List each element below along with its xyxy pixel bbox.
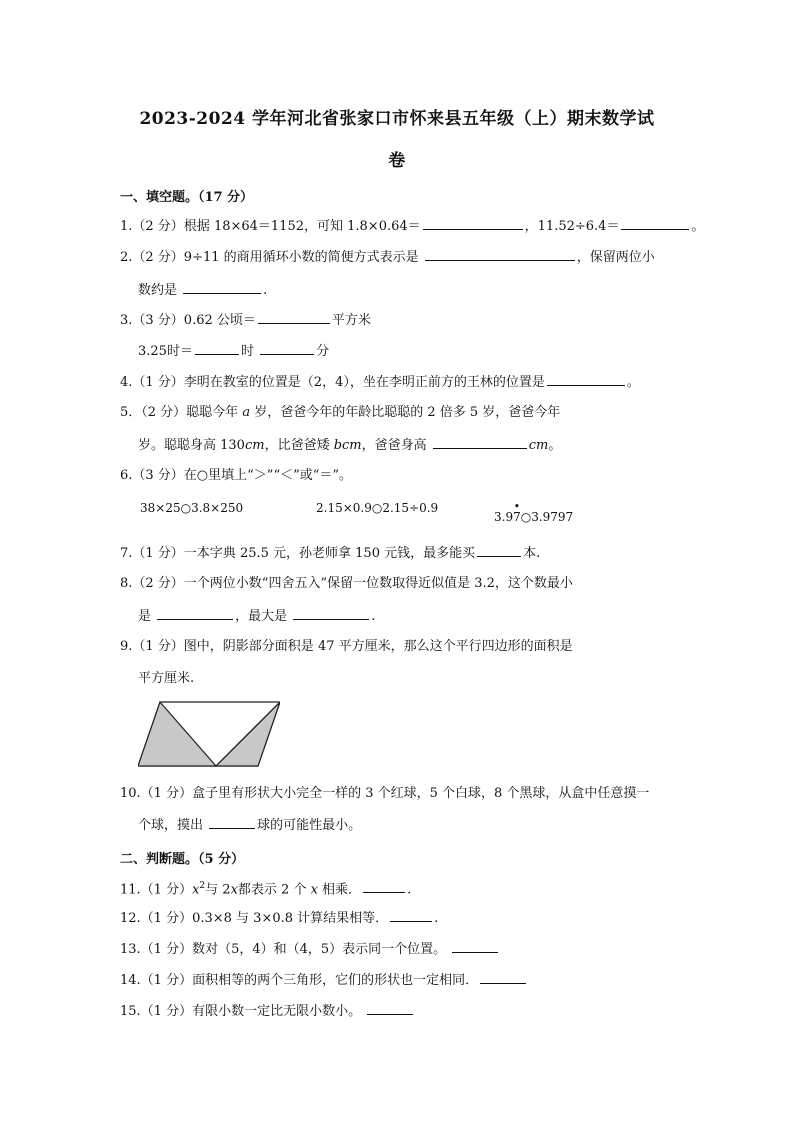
- question-9-text: 9.（1 分）图中，阴影部分面积是 47 平方厘米，那么这个平行四边形的面积是: [120, 639, 573, 654]
- question-3-part-2: 3.25时＝ 时 分: [138, 344, 330, 359]
- section-fill-blank-heading: 一、填空题。（17 分）: [120, 190, 254, 205]
- answer-blank[interactable]: [390, 909, 432, 922]
- answer-blank[interactable]: [258, 311, 330, 324]
- question-10-continued: 个球，摸出 球的可能性最小。: [138, 818, 362, 833]
- document-title-continued: 卷: [388, 151, 406, 171]
- answer-blank[interactable]: [363, 880, 405, 893]
- comparison-1: 38×25○3.8×250: [140, 501, 244, 515]
- question-7: 7.（1 分）一本字典 25.5 元，孙老师拿 150 元钱，最多能买 本.: [120, 546, 541, 561]
- question-2-continued: 数约是 .: [138, 283, 268, 298]
- answer-blank[interactable]: [477, 544, 521, 557]
- question-7-text: 7.（1 分）一本字典 25.5 元，孙老师拿 150 元钱，最多能买: [120, 546, 476, 561]
- question-2-text: 2.（2 分）9÷11 的商用循环小数的简便方式表示是: [120, 250, 423, 265]
- answer-blank[interactable]: [157, 607, 233, 620]
- question-4: 4.（1 分）李明在教室的位置是（2，4），坐在李明正前方的王林的位置是 。: [120, 375, 640, 390]
- answer-blank[interactable]: [452, 940, 498, 953]
- answer-blank[interactable]: [621, 217, 689, 230]
- section-judgment-heading: 二、判断题。（5 分）: [120, 852, 245, 867]
- question-5-continued: 岁。聪聪身高 130cm，比爸爸矮 bcm，爸爸身高 cm。: [138, 438, 562, 453]
- question-4-text: 4.（1 分）李明在教室的位置是（2，4），坐在李明正前方的王林的位置是: [120, 375, 545, 390]
- question-9: [120, 638, 573, 656]
- question-8-continued: 是 ，最大是 .: [138, 609, 376, 624]
- question-15: 15.（1 分）有限小数一定比无限小数小。: [120, 1002, 415, 1021]
- answer-blank[interactable]: [425, 248, 575, 261]
- comparison-3: 3.9 • 7○3.9797: [494, 500, 574, 524]
- answer-blank[interactable]: [209, 816, 255, 829]
- question-14: 14.（1 分）面积相等的两个三角形，它们的形状也一定相同．: [120, 971, 528, 990]
- answer-blank[interactable]: [547, 373, 625, 386]
- answer-blank[interactable]: [367, 1002, 413, 1015]
- question-1-text: 1.（2 分）根据 18×64＝1152，可知 1.8×0.64＝: [120, 219, 421, 234]
- answer-blank[interactable]: [480, 971, 526, 984]
- question-11: 11.（1 分）$x^2$与 2x都表示 2 个 x 相乘． .: [120, 881, 412, 898]
- question-10: [120, 785, 649, 803]
- document-title: 2023-2024 学年河北省张家口市怀来县五年级（上）期末数学试: [139, 109, 655, 129]
- question-2: 2.（2 分）9÷11 的商用循环小数的简便方式表示是 ，保留两位小: [120, 250, 655, 265]
- question-12: 12.（1 分）0.3×8 与 3×0.8 计算结果相等． .: [120, 911, 439, 926]
- question-10-text: 10.（1 分）盒子里有形状大小完全一样的 3 个红球，5 个白球，8 个黑球，从盒中任意摸一: [120, 786, 650, 801]
- answer-blank[interactable]: [183, 281, 261, 294]
- question-3-text: 3.（3 分）0.62 公顷＝: [120, 313, 256, 328]
- answer-blank[interactable]: [260, 342, 314, 355]
- question-3: 3.（3 分）0.62 公顷＝ 平方米: [120, 313, 371, 328]
- question-6: 6.（3 分）在○里填上“＞”“＜”或“＝”。: [120, 468, 353, 483]
- parallelogram-figure: [138, 700, 280, 768]
- question-5: 5．（2 分）聪聪今年 a 岁，爸爸今年的年龄比聪聪的 2 倍多 5 岁，爸爸今年: [120, 405, 561, 420]
- question-5-text: 5．（2 分）聪聪今年: [120, 405, 243, 420]
- answer-blank[interactable]: [195, 342, 239, 355]
- question-9-continued: 平方厘米.: [138, 671, 195, 686]
- answer-blank[interactable]: [433, 436, 527, 449]
- question-1: 1.（2 分）根据 18×64＝1152，可知 1.8×0.64＝ ，11.52÷6.4＝ 。: [120, 219, 705, 234]
- question-8: [120, 575, 573, 593]
- shaded-triangle-left: [138, 702, 216, 766]
- repeating-digit: • 7: [513, 500, 521, 524]
- comparison-2: 2.15×0.9○2.15÷0.9: [316, 501, 439, 515]
- answer-blank[interactable]: [293, 607, 369, 620]
- question-8-text: 8.（2 分）一个两位小数“四舍五入”保留一位数取得近似值是 3.2，这个数最小: [120, 576, 573, 591]
- repeating-dot-icon: •: [513, 500, 521, 513]
- answer-blank[interactable]: [423, 217, 523, 230]
- question-13: 13.（1 分）数对（5，4）和（4，5）表示同一个位置。: [120, 940, 500, 959]
